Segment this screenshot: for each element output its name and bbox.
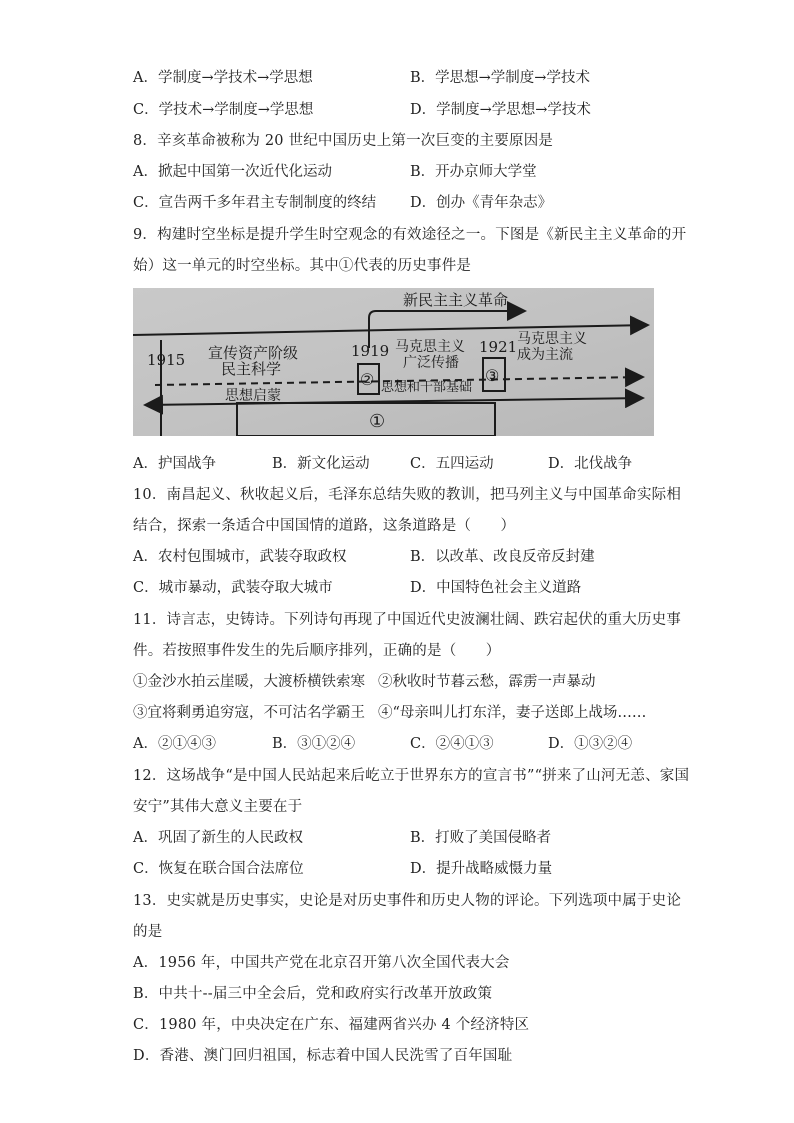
q13-stem-line2: 的是 [133, 924, 163, 940]
q13-option-c: C．1980 年，中央决定在广东、福建两省兴办 4 个经济特区 [133, 1017, 530, 1033]
label-marxism-1: 马克思主义 [395, 339, 465, 355]
q10-option-b: B．以改革、改良反帝反封建 [410, 549, 595, 565]
label-bourgeois-2: 民主科学 [221, 360, 282, 378]
q12-stem-line2: 安宁”其伟大意义主要在于 [133, 799, 303, 815]
q10-option-a: A．农村包围城市，武装夺取政权 [133, 549, 347, 565]
q11-poem-2: ②秋收时节暮云愁，霹雳一声暴动 [378, 674, 596, 690]
q7-option-d: D．学制度→学思想→学技术 [410, 102, 591, 118]
label-box-2: ② [360, 370, 375, 389]
q8-option-b: B．开办京师大学堂 [410, 164, 537, 180]
q11-option-c: C．②④①③ [410, 736, 494, 752]
q12-stem-line1: 12．这场战争“是中国人民站起来后屹立于世界东方的宣言书”“拼来了山河无恙、家国 [133, 768, 690, 784]
timeline-figure [133, 288, 654, 436]
q7-option-b: B．学思想→学制度→学技术 [410, 70, 590, 86]
label-foundation: 思想和干部基础 [381, 380, 473, 395]
q11-stem-line1: 11．诗言志，史铸诗。下列诗句再现了中国近代史波澜壮阔、跌宕起伏的重大历史事 [133, 612, 682, 628]
q7-option-a: A．学制度→学技术→学思想 [133, 70, 313, 86]
q11-poem-3: ③宜将剩勇追穷寇，不可沽名学霸王 [133, 705, 365, 721]
q11-option-b: B．③①②④ [272, 736, 356, 752]
q11-poem-4: ④“母亲叫儿打东洋，妻子送郎上战场…… [378, 705, 647, 721]
label-year-1915: 1915 [147, 351, 186, 369]
q9-option-d: D．北伐战争 [548, 456, 633, 472]
label-box-1: ① [369, 411, 386, 432]
label-year-1919: 1919 [351, 342, 390, 360]
label-bourgeois-1: 宣传资产阶级 [208, 344, 299, 362]
q12-option-c: C．恢复在联合国合法席位 [133, 861, 304, 877]
q13-option-d: D．香港、澳门回归祖国，标志着中国人民洗雪了百年国耻 [133, 1048, 513, 1064]
q9-stem-line2: 始）这一单元的时空坐标。其中①代表的历史事件是 [133, 258, 472, 274]
q13-stem-line1: 13．史实就是历史事实，史论是对历史事件和历史人物的评论。下列选项中属于史论 [133, 893, 682, 909]
q11-poem-1: ①金沙水拍云崖暖，大渡桥横铁索寒 [133, 674, 365, 690]
label-marxism-2: 广泛传播 [403, 355, 459, 371]
label-box-3: ③ [485, 366, 500, 385]
q13-option-b: B．中共十--届三中全会后，党和政府实行改革开放政策 [133, 986, 493, 1002]
q13-option-a: A．1956 年，中国共产党在北京召开第八次全国代表大会 [133, 955, 510, 971]
q8-option-d: D．创办《青年杂志》 [410, 195, 553, 211]
label-mainstream-1: 马克思主义 [517, 331, 587, 347]
label-new-democratic-revolution: 新民主主义革命 [403, 291, 509, 309]
q9-option-c: C．五四运动 [410, 456, 494, 472]
q12-option-b: B．打败了美国侵略者 [410, 830, 552, 846]
q9-option-a: A．护国战争 [133, 456, 216, 472]
label-year-1921: 1921 [479, 338, 518, 356]
q10-stem-line2: 结合，探索一条适合中国国情的道路，这条道路是（ ） [133, 518, 516, 534]
q10-stem-line1: 10．南昌起义、秋收起义后，毛泽东总结失败的教训，把马列主义与中国革命实际相 [133, 487, 682, 503]
q12-option-a: A．巩固了新生的人民政权 [133, 830, 303, 846]
q11-option-a: A．②①④③ [133, 736, 216, 752]
q11-option-d: D．①③②④ [548, 736, 633, 752]
q12-option-d: D．提升战略威慑力量 [410, 861, 553, 877]
q10-option-c: C．城市暴动，武装夺取大城市 [133, 580, 333, 596]
q8-option-a: A．掀起中国第一次近代化运动 [133, 164, 332, 180]
q10-option-d: D．中国特色社会主义道路 [410, 580, 582, 596]
label-mainstream-2: 成为主流 [517, 347, 573, 363]
q11-stem-line2: 件。若按照事件发生的先后顺序排列，正确的是（ ） [133, 643, 501, 659]
q9-option-b: B．新文化运动 [272, 456, 370, 472]
q9-stem-line1: 9．构建时空坐标是提升学生时空观念的有效途径之一。下图是《新民主主义革命的开 [133, 227, 687, 243]
q7-option-c: C．学技术→学制度→学思想 [133, 102, 314, 118]
label-enlightenment: 思想启蒙 [225, 388, 281, 404]
q8-stem: 8．辛亥革命被称为 20 世纪中国历史上第一次巨变的主要原因是 [133, 133, 554, 149]
q8-option-c: C．宣告两千多年君主专制制度的终结 [133, 195, 377, 211]
